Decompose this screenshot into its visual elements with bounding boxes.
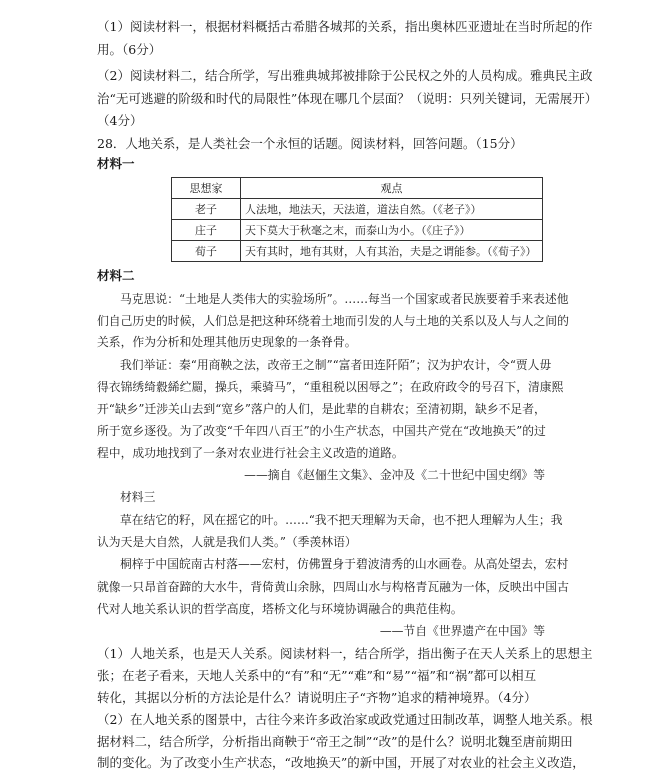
material-2-line: 马克思说：“土地是人类伟大的实验场所”。……每当一个国家或者民族要着手来表述他 [120,292,569,306]
table-row [172,199,543,220]
table-row [172,220,543,241]
q1-line-1: （1）阅读材料一，根据材料概括古希腊各城邦的关系，指出奥林匹亚遗址在当时所起的作 [97,19,593,34]
material-2-source: ——摘自《赵俪生文集》、金冲及《二十世纪中国史纲》等 [244,468,545,482]
sub2-line: 据材料二，结合所学，分析指出商鞅于“帝王之制”“改”的是什么？说明北魏至唐前期田 [97,734,573,749]
table-header-row [172,178,543,199]
q2-line-3: （4分） [97,113,143,128]
q28-intro: 28．人地关系，是人类社会一个永恒的话题。阅读材料，回答问题。（15分） [97,136,523,151]
material-2-line: 关系，作为分析和处理其他历史现象的一条脊骨。 [97,335,357,349]
material-3-title: 材料三 [120,490,156,504]
material-3-line: 桐梓于中国皖南古村落——宏村，仿佛置身于碧波清秀的山水画卷。从高处望去，宏村 [120,557,569,571]
table-cell-name: 庄子 [172,220,241,241]
material-2-title: 材料二 [97,268,135,283]
thinkers-table [171,177,543,262]
material-2-line: 得衣锦绣绮縠絺纻罽，操兵，乘骑马”，“重租税以困辱之”；在政府政令的号召下，清康熙 [97,380,564,394]
material-3-line: 代对人地关系认识的哲学高度，塔桥文化与环境协调融合的典范佳构。 [97,602,463,616]
table-header-view: 观点 [241,178,543,199]
sub2-line: 制的变化。为了改变小生产状态，“改地换天”的新中国，开展了对农业的社会主义改造， [97,755,585,770]
q1-line-2: 用。（6分） [97,42,162,57]
sub1-line: 转化，其据以分析的方法论是什么？请说明庄子“齐物”追求的精神境界。（4分） [97,690,537,705]
sub2-line: （2）在人地关系的图景中，古往今来许多政治家或政党通过田制改革，调整人地关系。根 [97,712,593,727]
table-header-thinker: 思想家 [172,178,241,199]
material-2-line: 所于宽乡逐役。为了改变“千年四八百王”的小生产状态，中国共产党在“改地换天”的过 [97,424,546,438]
material-2-line: 开“缺乡”迁涉关山去到“宽乡”落户的人们，是此辈的自耕农；至清初期，缺乡不足者， [97,402,546,416]
table-cell-view: 天有其时，地有其财，人有其治，夫是之谓能参。（《荀子》） [241,241,543,262]
sub1-line: 张；在老子看来，天地人关系中的“有”和“无”“难”和“易”“福”和“祸”都可以相互 [97,668,537,683]
table-cell-view: 天下莫大于秋毫之末，而泰山为小。（《庄子》） [241,220,543,241]
table-row [172,241,543,262]
material-3-source: ——节自《世界遗产在中国》等 [379,624,545,638]
material-3-line: 认为天是大自然，人就是我们人类。”（季羡林语） [97,535,357,549]
material-2-line: 我们举证：秦“用商鞅之法，改帝王之制”“富者田连阡陌”；汉为护农计，令“贾人毋 [120,358,552,372]
table-cell-view: 人法地，地法天，天法道，道法自然。（《老子》） [241,199,543,220]
sub1-line: （1）人地关系，也是天人关系。阅读材料一，结合所学，指出衡子在天人关系上的思想主 [97,646,593,661]
table-cell-name: 荀子 [172,241,241,262]
material-2-line: 们自己历史的时候，人们总是把这种环绕着土地而引发的人与土地的关系以及人与人之间的 [97,314,569,328]
table-cell-name: 老子 [172,199,241,220]
material-3-line: 草在结它的籽，风在摇它的叶。……“我不把天理解为天命，也不把人理解为人生；我 [120,513,563,527]
material-2-line: 程中，成功地找到了一条对农业进行社会主义改造的道路。 [97,446,404,460]
material-3-line: 就像一只昂首奋蹄的大水牛，背倚黄山余脉，四周山水与构格青瓦融为一体，反映出中国古 [97,580,569,594]
material-1-title: 材料一 [97,156,135,171]
q2-line-2: 治“无可逃避的阶级和时代的局限性”体现在哪几个层面？（说明：只列关键词，无需展开） [97,91,598,106]
q2-line-1: （2）阅读材料二，结合所学，写出雅典城邦被排除于公民权之外的人员构成。雅典民主政 [97,68,593,83]
